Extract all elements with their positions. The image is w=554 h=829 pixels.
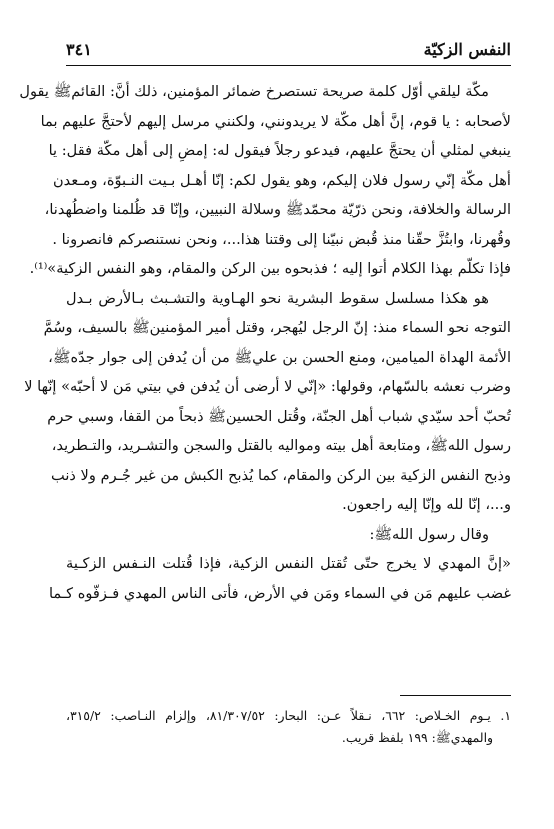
body-line: وذبح النفس الزكية بين الركن والمقام، كما يُذبح الكبش من غير جُـرم ولا ذنب: [51, 466, 511, 484]
body-line: ينبغي لمثلي أن يحتجَّ عليهم، فيدعو رجلاً فيقول له: إمضِ إلى أهل مكّة فقل: يا: [48, 142, 511, 159]
running-title: النفس الزكيّة: [423, 40, 511, 59]
body-line: وقال رسول اللهﷺ:: [369, 525, 489, 543]
body-line: فإذا تكلّم بهذا الكلام أتوا إليه ؛ فذبحوه بين الركن والمقام، وهو النفس الزكية»⁽¹⁾.: [29, 260, 511, 277]
body-line: و...، إنّا لله وإنّا إليه راجعون.: [342, 496, 511, 513]
header-rule: [66, 65, 511, 66]
body-line: هو هكذا مسلسل سقوط البشرية نحو الهـاوية والتشـبث بـالأرض بـدل: [66, 289, 489, 307]
footnote-line: ١. يـوم الخـلاص: ٦٦٢، نـقلاً عـن: البحار: ٨١/٣٠٧/٥٢، وإلزام النـاصب: ٣١٥/٢،: [66, 708, 511, 723]
body-line: التوجه نحو السماء منذ: إنّ الرجل ليُهجر، وقتل أمير المؤمنينﷺ بالسيف، وسُمَّ: [43, 319, 511, 336]
page-number: ٣٤١: [66, 40, 92, 59]
body-line: وضرب نعشه بالسّهام، وقولها: «إنّي لا أرضى أن يُدفن في بيتي مَن لا أحبّه» إنّها لا: [24, 378, 511, 395]
body-line: لأصحابه : يا قوم، إنَّ أهل مكّة لا يريدونني، ولكنني مرسل إليهم لأحتجَّ عليهم بما: [40, 112, 511, 130]
body-line: مكّة ليلقي أوّل كلمة صريحة تستصرخ ضمائر المؤمنين، ذلك أنَّ: القائمﷺ يقول: [19, 83, 489, 100]
footnote-line: والمهديﷺ: ١٩٩ بلفظ قريب.: [341, 730, 493, 745]
body-text: [19, 77, 511, 608]
footnotes: [66, 705, 511, 749]
footnote-rule: [400, 695, 511, 696]
body-line: «إنَّ المهدي لا يخرج حتّى تُقتل النفس الزكية، فإذا قُتلت النـفس الزكـية: [66, 555, 511, 572]
body-line: تُحبّ أحد سيّدي شباب أهل الجنّة، وقُتل الحسينﷺ ذبحاً من القفا، وسبي حرم: [47, 407, 511, 425]
running-header: [66, 40, 511, 62]
body-line: رسول اللهﷺ، ومتابعة أهل بيته ومواليه بالقتل والسجن والتشـريد، والتـطريد،: [51, 437, 511, 454]
body-line: الرسالة والخلافة، ونحن ذرّيّة محمّدﷺ وسلالة النبيين، وإنّا قد ظُلمنا واضطُهدنا،: [44, 201, 511, 218]
body-line: وقُهرنا، وابتُزَّ حقّنا منذ قُبض نبيّنا إلى وقتنا هذا...، ونحن نستنصركم فانصرونا .: [52, 230, 511, 248]
body-line: أهل مكّة إنّي رسول فلان إليكم، وهو يقول لكم: إنّا أهـل بـيت النـبوّة، ومـعدن: [52, 171, 511, 189]
body-line: الأئمة الهداة الميامين، ومنع الحسن بن عليﷺ من أن يُدفن إلى جوار جدّهﷺ،: [48, 348, 511, 366]
body-line: غضب عليهم مَن في السماء ومَن في الأرض، فأتى الناس المهدي فـزفّوه كـما: [48, 584, 511, 602]
